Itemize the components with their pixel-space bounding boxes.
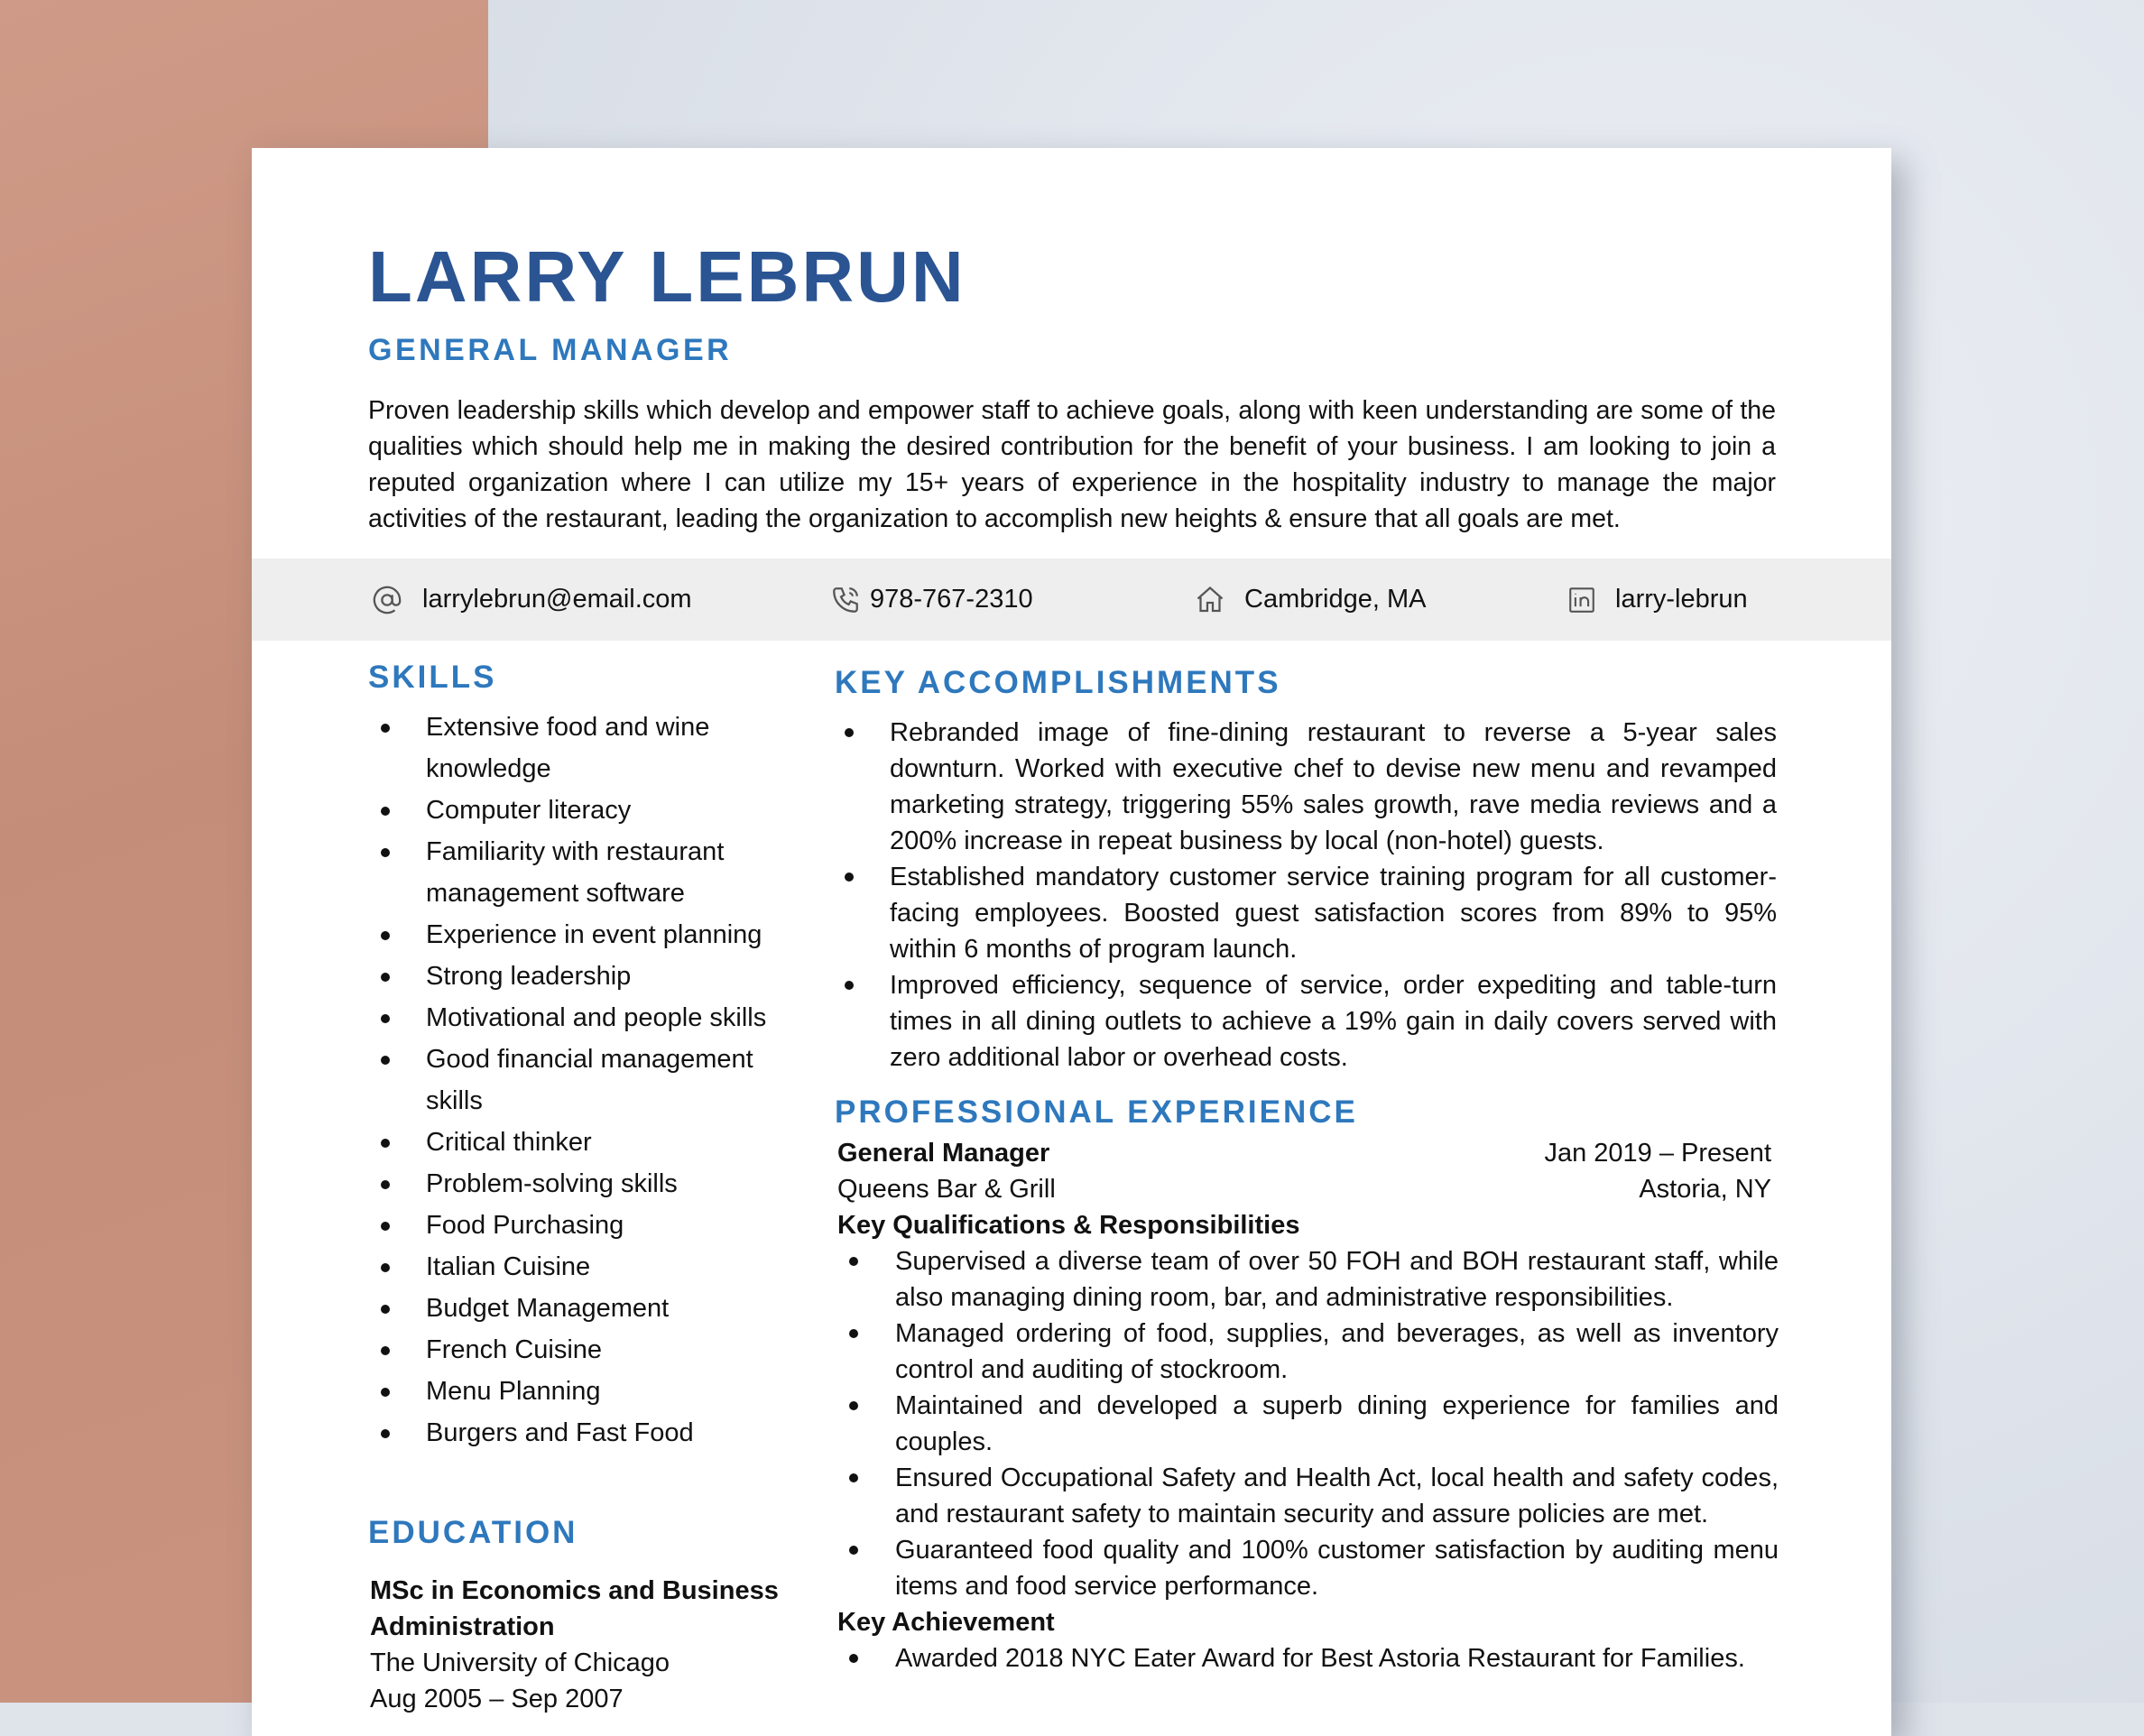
skill-item: Extensive food and wine knowledge <box>368 706 801 790</box>
bullet-icon <box>845 728 854 737</box>
bullet-icon <box>849 1654 858 1663</box>
skill-item: Good financial management skills <box>368 1039 801 1122</box>
accomplishments-list <box>835 715 1777 1076</box>
job-header-row <box>837 1135 1779 1171</box>
bullet-icon <box>381 1014 390 1023</box>
contact-phone[interactable] <box>830 559 1033 641</box>
skills-list <box>368 706 801 1454</box>
at-icon <box>372 585 402 615</box>
job-company-row <box>837 1171 1779 1207</box>
skill-item: French Cuisine <box>368 1329 801 1371</box>
phone-icon <box>830 585 861 615</box>
education-block <box>370 1573 785 1717</box>
skill-item: Menu Planning <box>368 1371 801 1412</box>
contact-linkedin[interactable] <box>1566 559 1748 641</box>
bullet-icon <box>381 1139 390 1148</box>
skill-item: Computer literacy <box>368 790 801 831</box>
bullet-icon <box>849 1257 858 1266</box>
bullet-icon <box>849 1546 858 1555</box>
bullet-icon <box>845 981 854 990</box>
experience-section <box>837 1135 1779 1676</box>
bullet-icon <box>381 807 390 816</box>
bullet-icon <box>849 1473 858 1482</box>
bullet-icon <box>849 1401 858 1410</box>
linkedin-text: larry-lebrun <box>1615 585 1748 614</box>
contact-location <box>1194 559 1426 641</box>
job-role: General Manager <box>837 1139 1050 1168</box>
accomplishments-section <box>835 715 1777 1076</box>
accomplishment-item: Established mandatory customer service training program for all customer-facing employees. Boosted guest satisfaction scores from 89% to 95% within 6 months of program launch. <box>835 859 1777 967</box>
bullet-icon <box>381 1305 390 1314</box>
degree: MSc in Economics and Business Administration <box>370 1576 779 1641</box>
home-icon <box>1194 584 1226 616</box>
bullet-icon <box>381 848 390 857</box>
responsibility-item: Ensured Occupational Safety and Health Act, local health and safety codes, and restaurant safety to maintain security and assure policies are met. <box>837 1460 1779 1532</box>
bullet-icon <box>845 873 854 882</box>
bullet-icon <box>381 973 390 982</box>
job-dates: Jan 2019 – Present <box>1544 1139 1771 1168</box>
contact-email[interactable] <box>372 559 692 641</box>
accomplishments-heading: KEY ACCOMPLISHMENTS <box>835 665 1281 700</box>
experience-heading: PROFESSIONAL EXPERIENCE <box>835 1094 1358 1130</box>
achievement-heading: Key Achievement <box>837 1608 1055 1637</box>
bullet-icon <box>381 1346 390 1355</box>
education-heading: EDUCATION <box>368 1515 578 1550</box>
skills-list-container <box>368 706 801 1617</box>
bullet-icon <box>381 1180 390 1189</box>
location-text: Cambridge, MA <box>1244 585 1427 614</box>
resume-page <box>252 148 1891 1736</box>
skill-item: Italian Cuisine <box>368 1246 801 1288</box>
bullet-icon <box>381 1263 390 1272</box>
job-location: Astoria, NY <box>1639 1175 1771 1204</box>
job-title: GENERAL MANAGER <box>368 333 733 367</box>
skill-item: Food Purchasing <box>368 1205 801 1246</box>
accomplishment-item: Improved efficiency, sequence of service, order expediting and table-turn times in all dining outlets to achieve a 19% gain in daily covers served with zero additional labor or overhead costs. <box>835 967 1777 1076</box>
skill-item: Budget Management <box>368 1288 801 1329</box>
skill-item: Critical thinker <box>368 1122 801 1163</box>
phone-text: 978-767-2310 <box>870 585 1033 614</box>
contact-bar <box>252 559 1891 641</box>
education-dates: Aug 2005 – Sep 2007 <box>370 1685 624 1713</box>
responsibilities-list <box>837 1243 1779 1604</box>
candidate-name: LARRY LEBRUN <box>368 236 966 317</box>
school: The University of Chicago <box>370 1648 670 1677</box>
skill-item: Strong leadership <box>368 956 801 997</box>
skill-item: Burgers and Fast Food <box>368 1412 801 1454</box>
responsibility-item: Supervised a diverse team of over 50 FOH and BOH restaurant staff, while also managing dining room, bar, and administrative responsibilities. <box>837 1243 1779 1316</box>
linkedin-icon <box>1566 585 1597 615</box>
skill-item: Problem-solving skills <box>368 1163 801 1205</box>
bullet-icon <box>381 1429 390 1438</box>
bullet-icon <box>381 1056 390 1065</box>
responsibility-item: Maintained and developed a superb dining experience for families and couples. <box>837 1388 1779 1460</box>
skills-heading: SKILLS <box>368 660 497 695</box>
bullet-icon <box>381 724 390 733</box>
responsibility-item: Guaranteed food quality and 100% customer satisfaction by auditing menu items and food service performance. <box>837 1532 1779 1604</box>
bullet-icon <box>381 1388 390 1397</box>
accomplishment-item: Rebranded image of fine-dining restaurant to reverse a 5-year sales downturn. Worked with executive chef to devise new menu and revamped marketing strategy, triggering 55% sales growth, rave media reviews and a 200% increase in repeat business by local (non-hotel) guests. <box>835 715 1777 859</box>
skill-item: Motivational and people skills <box>368 997 801 1039</box>
skill-item: Experience in event planning <box>368 914 801 956</box>
bullet-icon <box>381 1222 390 1231</box>
achievements-list <box>837 1640 1779 1676</box>
bullet-icon <box>381 931 390 940</box>
achievement-item: Awarded 2018 NYC Eater Award for Best Astoria Restaurant for Families. <box>837 1640 1779 1676</box>
skill-item: Familiarity with restaurant management software <box>368 831 801 914</box>
responsibilities-heading: Key Qualifications & Responsibilities <box>837 1211 1300 1240</box>
bullet-icon <box>849 1329 858 1338</box>
responsibility-item: Managed ordering of food, supplies, and beverages, as well as inventory control and auditing of stockroom. <box>837 1316 1779 1388</box>
email-text: larrylebrun@email.com <box>422 585 692 614</box>
job-company: Queens Bar & Grill <box>837 1175 1056 1204</box>
summary-paragraph: Proven leadership skills which develop and empower staff to achieve goals, along with keen understanding are some of the qualities which should help me in making the desired contribution for the benefit of your business. I am looking to join a reputed organization where I can utilize my 15+ years of experience in the hospitality industry to manage the major activities of the restaurant, leading the organization to accomplish new heights & ensure that all goals are met. <box>368 396 1776 533</box>
